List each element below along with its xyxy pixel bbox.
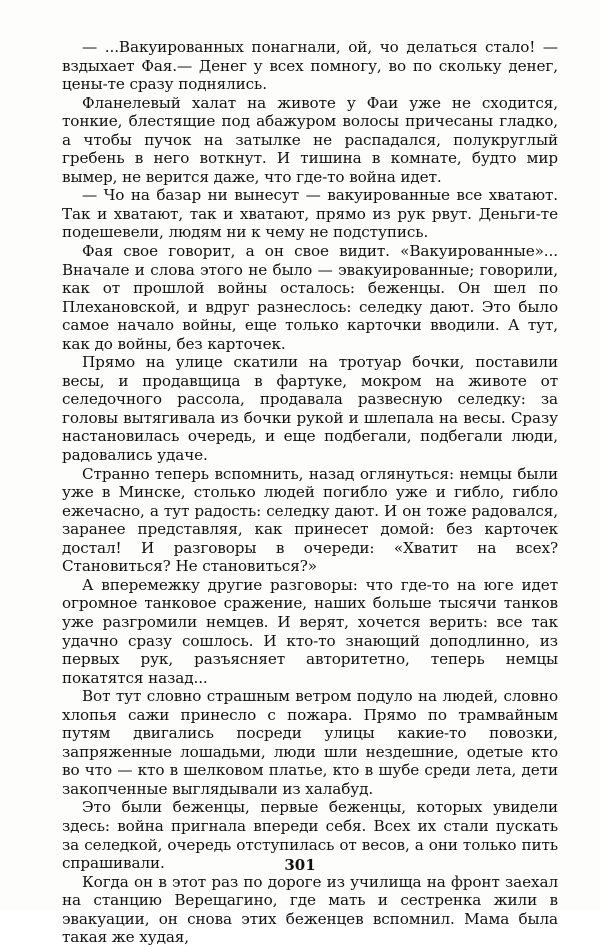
paragraph-10: Когда он в этот раз по дороге из училища на фронт заехал на станцию Верещагино, где мать и сестренка жили в эвакуации, он снова этих беженцев вспомнил. Мама была такая же худая, [62, 872, 558, 947]
body-text [62, 38, 558, 947]
paragraph-6: Странно теперь вспомнить, назад оглянуться: немцы были уже в Минске, столько людей погибло уже и гибло, гибло ежечасно, а тут радость: селедку дают. И он тоже радовался, заранее представляя, как принесет домой: без карточек достал! И разговоры в очереди: «Хватит на всех? Становиться? Не становиться?» [62, 464, 558, 576]
paragraph-9: Это были беженцы, первые беженцы, которых увидели здесь: война пригнала впереди себя. Всех их стали пускать за селедкой, очередь отступилась от весов, а они только пить спрашивали. [62, 798, 558, 873]
paragraph-1: — ...Вакуированных понагнали, ой, чо делаться стало! — вздыхает Фая.— Денег у всех помногу, во по скольку денег, цены-те сразу поднялись. [62, 38, 558, 94]
page-number: 301 [284, 856, 316, 874]
paragraph-5: Прямо на улице скатили на тротуар бочки, поставили весы, и продавщица в фартуке, мокром на животе от селедочного рассола, продавала развесную селедку: за головы вытягивала из бочки рукой и шлепала на весы. Сразу настановилась очередь, и еще подбегали, подбегали люди, радовались удаче. [62, 353, 558, 465]
paragraph-7: А вперемежку другие разговоры: что где-то на юге идет огромное танковое сражение, наших больше тысячи танков уже разгромили немцев. И верят, хочется верить: все так удачно сразу сошлось. И кто-то знающий доподлинно, из первых рук, разъясняет авторитетно, теперь немцы покатятся назад... [62, 575, 558, 687]
paragraph-4: Фая свое говорит, а он свое видит. «Вакуированные»... Вначале и слова этого не было — эвакуированные; говорили, как от прошлой войны осталось: беженцы. Он шел по Плехановской, и вдруг разнеслось: селедку дают. Это было самое начало войны, еще только карточки вводили. А тут, как до войны, без карточек. [62, 242, 558, 353]
paragraph-2: Фланелевый халат на животе у Фаи уже не сходится, тонкие, блестящие под абажуром волосы причесаны гладко, а чтобы пучок на затылке не распадался, полукруглый гребень в него воткнут. И тишина в комнате, будто мир вымер, не верится даже, что где-то война идет. [62, 93, 558, 186]
paragraph-3: — Чо на базар ни вынесут — вакуированные все хватают. Так и хватают, так и хватают, прямо из рук рвут. Деньги-те подешевели, людям ни к чему не подступись. [62, 186, 558, 242]
paragraph-8: Вот тут словно страшным ветром подуло на людей, словно хлопья сажи принесло с пожара. Прямо по трамвайным путям двигались посреди улицы какие-то повозки, запряженные лошадьми, люди шли нездешние, одетые кто во что — кто в шелковом платье, кто в шубе среди лета, дети закопченные выглядывали из халабуд. [62, 687, 558, 798]
